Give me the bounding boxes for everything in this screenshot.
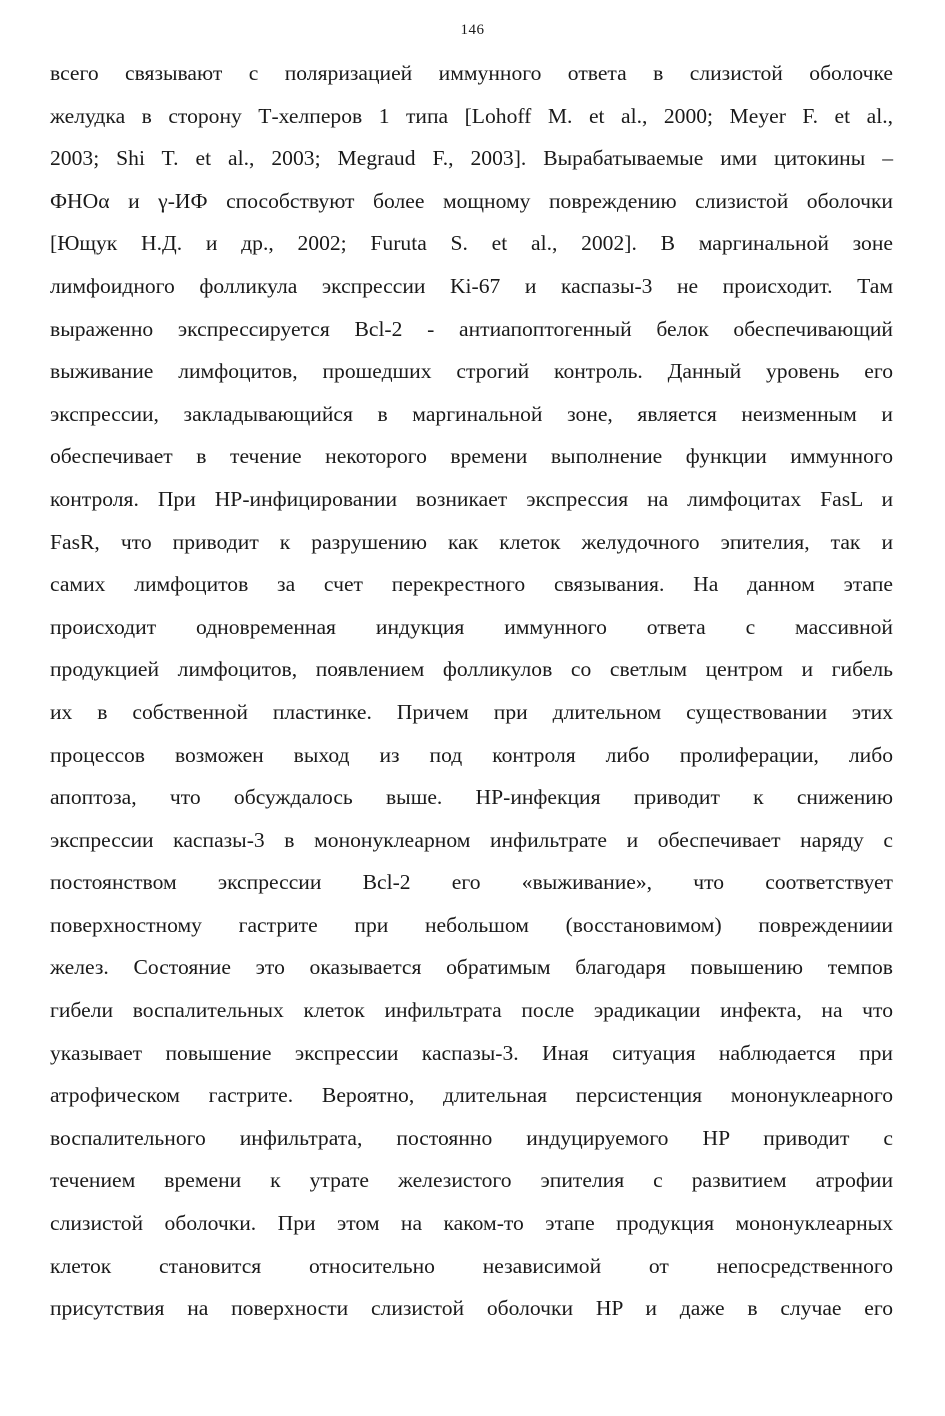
text-line: FasR, что приводит к разрушению как клеток желудочного эпителия, так и — [50, 529, 893, 554]
text-line: самих лимфоцитов за счет перекрестного связывания. На данном этапе — [50, 572, 893, 597]
text-line: всего связывают с поляризацией иммунного ответа в слизистой оболочке — [50, 61, 893, 85]
text-line: постоянством экспрессии Bcl-2 его «выживание», что соответствует — [50, 870, 893, 895]
text-line: экспрессии каспазы-3 в мононуклеарном инфильтрате и обеспечивает наряду с — [50, 827, 893, 852]
page-number: 146 — [460, 22, 485, 38]
text-line: процессов возможен выход из под контроля либо пролиферации, либо — [50, 742, 893, 767]
text-line: атрофическом гастрите. Вероятно, длительная персистенция мононуклеарного — [50, 1083, 893, 1108]
body-text — [50, 52, 893, 1330]
text-line: выживание лимфоцитов, прошедших строгий контроль. Данный уровень его — [50, 359, 893, 384]
text-line: указывает повышение экспрессии каспазы-3. Иная ситуация наблюдается при — [50, 1040, 893, 1065]
text-line: желез. Состояние это оказывается обратимым благодаря повышению темпов — [50, 955, 893, 980]
text-line: течением времени к утрате железистого эпителия с развитием атрофии — [50, 1168, 893, 1193]
text-line: слизистой оболочки. При этом на каком-то этапе продукция мононуклеарных — [50, 1211, 893, 1236]
text-line: экспрессии, закладывающийся в маргинальной зоне, является неизменным и — [50, 401, 893, 426]
text-line: [Ющук Н.Д. и др., 2002; Furuta S. et al., 2002]. В маргинальной зоне — [50, 231, 893, 256]
text-line: воспалительного инфильтрата, постоянно индуцируемого HP приводит с — [50, 1125, 893, 1150]
text-line: лимфоидного фолликула экспрессии Ki-67 и каспазы-3 не происходит. Там — [50, 273, 893, 298]
text-line: 2003; Shi T. et al., 2003; Megraud F., 2003]. Вырабатываемые ими цитокины – — [50, 146, 893, 171]
text-line: желудка в сторону Т-хелперов 1 типа [Lohoff M. et al., 2000; Meyer F. et al., — [50, 103, 893, 128]
text-line: ФНОα и γ-ИФ способствуют более мощному повреждению слизистой оболочки — [50, 188, 893, 213]
text-line: гибели воспалительных клеток инфильтрата после эрадикации инфекта, на что — [50, 998, 893, 1023]
text-line: поверхностному гастрите при небольшом (восстановимом) повреждениии — [50, 912, 893, 937]
text-line: присутствия на поверхности слизистой оболочки HP и даже в случае его — [50, 1296, 893, 1321]
text-line: обеспечивает в течение некоторого времени выполнение функции иммунного — [50, 444, 893, 469]
text-line: выраженно экспрессируется Bcl-2 - антиапоптогенный белок обеспечивающий — [50, 316, 893, 341]
text-line: продукцией лимфоцитов, появлением фолликулов со светлым центром и гибель — [50, 657, 893, 682]
text-line: их в собственной пластинке. Причем при длительном существовании этих — [50, 699, 893, 724]
text-line: контроля. При HP-инфицировании возникает экспрессия на лимфоцитах FasL и — [50, 486, 893, 511]
text-line: происходит одновременная индукция иммунного ответа с массивной — [50, 614, 893, 639]
text-line: апоптоза, что обсуждалось выше. HP-инфекция приводит к снижению — [50, 785, 893, 810]
text-line: клеток становится относительно независимой от непосредственного — [50, 1253, 893, 1278]
